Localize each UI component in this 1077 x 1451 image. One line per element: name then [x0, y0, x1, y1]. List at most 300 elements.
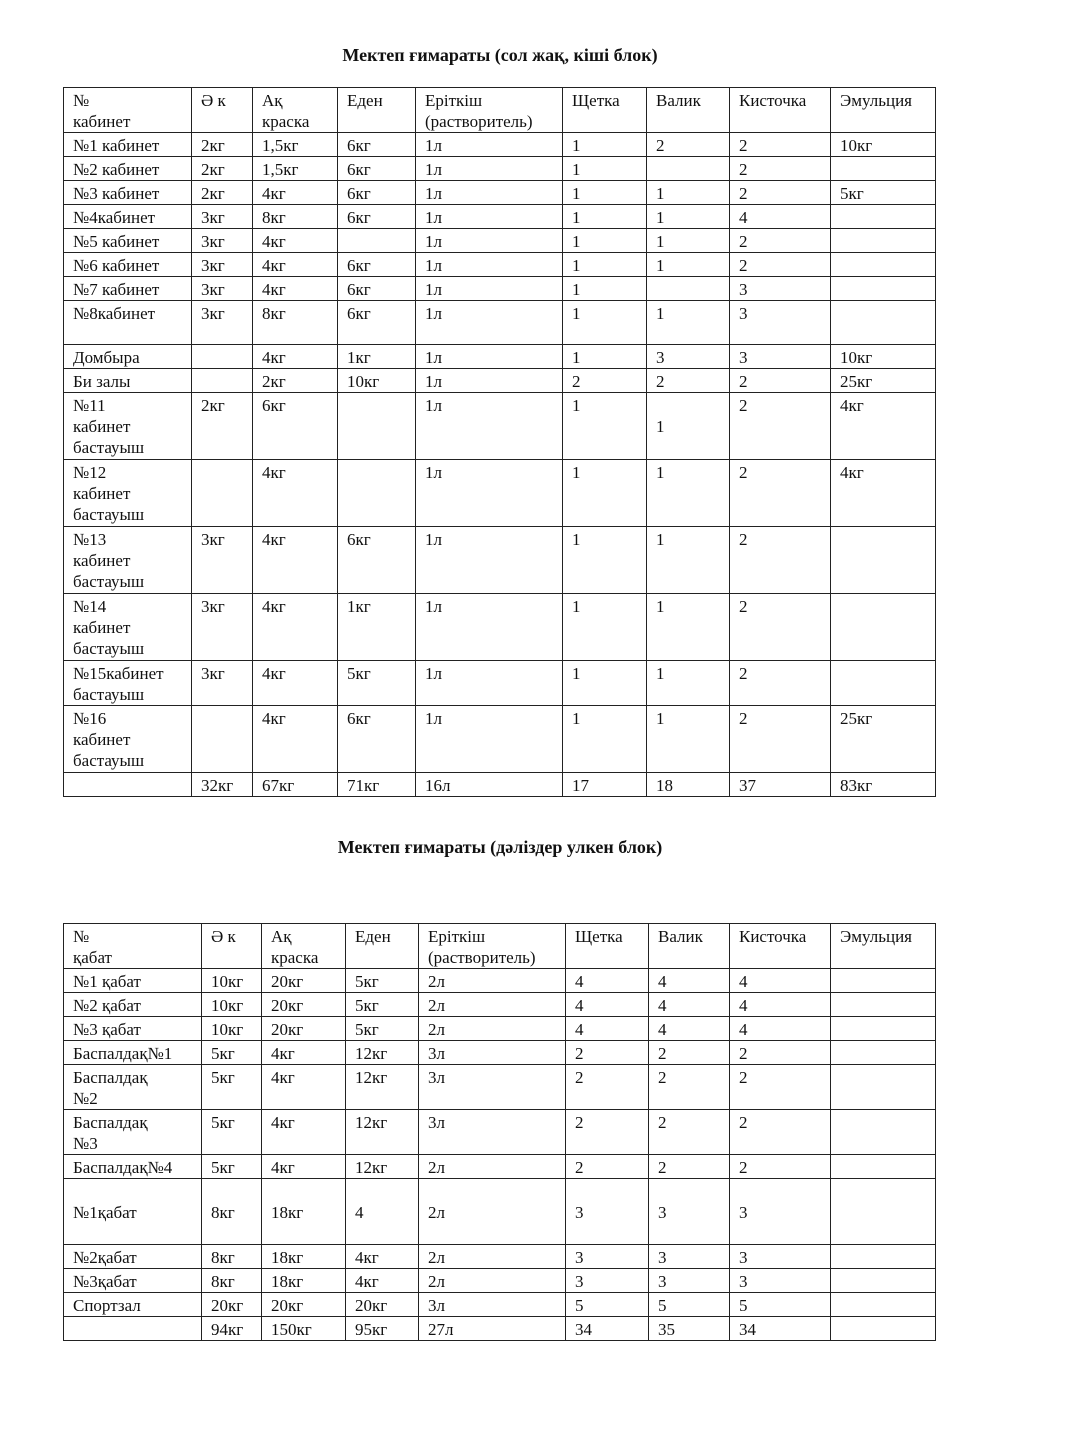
- table-cell: 3: [730, 1245, 831, 1269]
- table-cell: [831, 1017, 936, 1041]
- table-cell: [64, 1317, 202, 1341]
- table-cell: 5: [649, 1293, 730, 1317]
- table-cell: [831, 1317, 936, 1341]
- table-cell: [831, 301, 936, 345]
- table-cell: 3: [649, 1179, 730, 1245]
- table-cell: 3: [649, 1269, 730, 1293]
- table-cell: 4: [730, 205, 831, 229]
- table-cell: №13 кабинет бастауыш: [64, 527, 192, 594]
- table-cell: №2 қабат: [64, 993, 202, 1017]
- table1-title: Мектеп ғимараты (сол жақ, кіші блок): [342, 45, 658, 65]
- table-cell: Баспалдақ №2: [64, 1065, 202, 1110]
- table-row: [64, 460, 936, 527]
- table-cell: 2кг: [192, 393, 253, 460]
- table-cell: 10кг: [338, 369, 416, 393]
- table-cell: 2: [730, 1110, 831, 1155]
- table-cell: 1л: [416, 181, 563, 205]
- table-cell: 1: [563, 301, 647, 345]
- table-cell: 2: [563, 369, 647, 393]
- table-cell: 6кг: [338, 157, 416, 181]
- table-cell: 1: [647, 706, 730, 773]
- table-cell: 2: [649, 1110, 730, 1155]
- table-row: [64, 229, 936, 253]
- table-cell: №6 кабинет: [64, 253, 192, 277]
- table-cell: 1л: [416, 393, 563, 460]
- table-cell: [192, 460, 253, 527]
- table-cell: 2: [730, 706, 831, 773]
- table-row: [64, 1155, 936, 1179]
- table2-body: [64, 924, 936, 1341]
- table-cell: 4: [730, 1017, 831, 1041]
- header-row: [64, 924, 936, 969]
- header-cell: Ақ краска: [262, 924, 346, 969]
- table-cell: 6кг: [338, 527, 416, 594]
- header-cell: № кабинет: [64, 88, 192, 133]
- table-cell: 3л: [419, 1293, 566, 1317]
- table-cell: 12кг: [346, 1065, 419, 1110]
- table-cell: №1 қабат: [64, 969, 202, 993]
- table-cell: [192, 706, 253, 773]
- table-cell: 1: [647, 594, 730, 661]
- table-cell: 6кг: [338, 277, 416, 301]
- table-cell: [192, 369, 253, 393]
- header-cell: Ә к: [192, 88, 253, 133]
- table-cell: 3: [566, 1179, 649, 1245]
- table-cell: 1: [647, 661, 730, 706]
- table-row: [64, 1317, 936, 1341]
- table-cell: 1: [647, 253, 730, 277]
- table-cell: №2қабат: [64, 1245, 202, 1269]
- table-row: [64, 345, 936, 369]
- table-cell: 5кг: [831, 181, 936, 205]
- table-cell: 2: [649, 1065, 730, 1110]
- table-cell: 6кг: [338, 181, 416, 205]
- table-cell: 1: [563, 229, 647, 253]
- table-cell: [831, 205, 936, 229]
- header-cell: Еден: [346, 924, 419, 969]
- table-cell: 5кг: [346, 1017, 419, 1041]
- table-cell: 10кг: [831, 133, 936, 157]
- table-cell: Баспалдақ№1: [64, 1041, 202, 1065]
- table-cell: 25кг: [831, 706, 936, 773]
- table-cell: 6кг: [338, 253, 416, 277]
- table-cell: 12кг: [346, 1155, 419, 1179]
- table-cell: 95кг: [346, 1317, 419, 1341]
- table-cell: 18кг: [262, 1245, 346, 1269]
- table-row: [64, 1017, 936, 1041]
- table-cell: 2л: [419, 993, 566, 1017]
- table-row: [64, 594, 936, 661]
- table-cell: 67кг: [253, 773, 338, 797]
- table-cell: 18кг: [262, 1179, 346, 1245]
- header-cell: Еден: [338, 88, 416, 133]
- header-cell: Эмульция: [831, 924, 936, 969]
- table-cell: 3л: [419, 1110, 566, 1155]
- table-cell: 4: [346, 1179, 419, 1245]
- table-cell: 2кг: [192, 181, 253, 205]
- table-cell: 1: [563, 661, 647, 706]
- table-cell: 2: [649, 1155, 730, 1179]
- table-cell: 34: [566, 1317, 649, 1341]
- table-cell: 3: [730, 1269, 831, 1293]
- table-cell: 94кг: [202, 1317, 262, 1341]
- table-row: [64, 1245, 936, 1269]
- table-cell: 5кг: [346, 993, 419, 1017]
- table-cell: 2л: [419, 1269, 566, 1293]
- table-cell: [647, 157, 730, 181]
- table-row: [64, 277, 936, 301]
- table-cell: 1: [563, 253, 647, 277]
- table-cell: 8кг: [253, 205, 338, 229]
- table-row: [64, 253, 936, 277]
- table-cell: №12 кабинет бастауыш: [64, 460, 192, 527]
- table-cell: 20кг: [202, 1293, 262, 1317]
- table-cell: 4кг: [253, 277, 338, 301]
- table-cell: 5кг: [202, 1155, 262, 1179]
- table-cell: 2: [730, 1041, 831, 1065]
- table-cell: Домбыра: [64, 345, 192, 369]
- table-row: [64, 181, 936, 205]
- table-cell: 1: [563, 277, 647, 301]
- table-row: [64, 133, 936, 157]
- table-cell: 8кг: [253, 301, 338, 345]
- table-cell: 1л: [416, 460, 563, 527]
- table-cell: 4кг: [253, 229, 338, 253]
- table-cell: №3 кабинет: [64, 181, 192, 205]
- table-cell: 3: [647, 345, 730, 369]
- table-cell: 2: [730, 1155, 831, 1179]
- table1: [63, 87, 936, 797]
- table-row: [64, 993, 936, 1017]
- table-cell: 1: [647, 229, 730, 253]
- table-cell: 10кг: [202, 969, 262, 993]
- table-row: [64, 1041, 936, 1065]
- table-cell: 18кг: [262, 1269, 346, 1293]
- table-cell: 35: [649, 1317, 730, 1341]
- table-cell: 2кг: [192, 133, 253, 157]
- table-cell: 3кг: [192, 277, 253, 301]
- table-cell: [831, 1245, 936, 1269]
- table-cell: 5: [730, 1293, 831, 1317]
- table-cell: 5кг: [202, 1110, 262, 1155]
- table-cell: 4кг: [253, 253, 338, 277]
- table-row: [64, 661, 936, 706]
- table-cell: 2кг: [253, 369, 338, 393]
- table-cell: 1л: [416, 157, 563, 181]
- table-cell: [831, 229, 936, 253]
- header-cell: Кисточка: [730, 88, 831, 133]
- table-cell: 1: [563, 460, 647, 527]
- table-cell: [338, 229, 416, 253]
- table-cell: 2л: [419, 1245, 566, 1269]
- table-cell: 20кг: [262, 993, 346, 1017]
- table1-body: [64, 88, 936, 797]
- table-cell: 1л: [416, 205, 563, 229]
- table-cell: [831, 157, 936, 181]
- table-row: [64, 1065, 936, 1110]
- table-row: [64, 393, 936, 460]
- table-cell: Спортзал: [64, 1293, 202, 1317]
- table-cell: [831, 969, 936, 993]
- table-cell: 2: [730, 661, 831, 706]
- table-cell: 1л: [416, 527, 563, 594]
- table-cell: 32кг: [192, 773, 253, 797]
- table-cell: 5кг: [202, 1041, 262, 1065]
- table-cell: 4кг: [253, 181, 338, 205]
- table-cell: 6кг: [338, 301, 416, 345]
- table-cell: [831, 1041, 936, 1065]
- table-cell: №7 кабинет: [64, 277, 192, 301]
- table-cell: 2: [730, 527, 831, 594]
- table-cell: 4кг: [262, 1041, 346, 1065]
- table-cell: Баспалдақ №3: [64, 1110, 202, 1155]
- table-cell: 10кг: [202, 1017, 262, 1041]
- table-cell: 1кг: [338, 594, 416, 661]
- table-cell: 4кг: [262, 1155, 346, 1179]
- table-cell: 3кг: [192, 661, 253, 706]
- table-cell: 2л: [419, 1017, 566, 1041]
- header-cell: Кисточка: [730, 924, 831, 969]
- table-cell: [831, 1269, 936, 1293]
- table-cell: 6кг: [338, 205, 416, 229]
- table-cell: 2: [730, 594, 831, 661]
- table-cell: 2: [730, 253, 831, 277]
- table-cell: 2: [566, 1041, 649, 1065]
- header-cell: Ақ краска: [253, 88, 338, 133]
- table-cell: 4: [649, 993, 730, 1017]
- table-cell: 3: [566, 1245, 649, 1269]
- header-cell: Щетка: [563, 88, 647, 133]
- table-cell: 3кг: [192, 301, 253, 345]
- table-cell: 4кг: [831, 393, 936, 460]
- table-cell: 1,5кг: [253, 133, 338, 157]
- table-cell: 8кг: [202, 1179, 262, 1245]
- table-cell: 16л: [416, 773, 563, 797]
- table-cell: 1: [563, 133, 647, 157]
- table-cell: 1: [647, 527, 730, 594]
- table-cell: №1 кабинет: [64, 133, 192, 157]
- table-cell: 18: [647, 773, 730, 797]
- table-cell: 1: [647, 181, 730, 205]
- header-row: [64, 88, 936, 133]
- table-cell: [338, 460, 416, 527]
- table-cell: 20кг: [262, 969, 346, 993]
- table-cell: 3л: [419, 1065, 566, 1110]
- table-cell: 2: [566, 1155, 649, 1179]
- table-cell: 2: [566, 1065, 649, 1110]
- table-cell: [831, 527, 936, 594]
- table-cell: 2: [647, 369, 730, 393]
- table-cell: 4: [649, 1017, 730, 1041]
- table-cell: 25кг: [831, 369, 936, 393]
- table-cell: 4кг: [262, 1110, 346, 1155]
- table-cell: 4кг: [831, 460, 936, 527]
- table-cell: №16 кабинет бастауыш: [64, 706, 192, 773]
- table-cell: 4кг: [346, 1269, 419, 1293]
- table-cell: 1л: [416, 229, 563, 253]
- table-cell: 4кг: [253, 594, 338, 661]
- table-cell: №8кабинет: [64, 301, 192, 345]
- table-cell: [831, 1065, 936, 1110]
- table-cell: 1: [563, 527, 647, 594]
- table-cell: 83кг: [831, 773, 936, 797]
- table-cell: 6кг: [253, 393, 338, 460]
- table-cell: 1: [563, 393, 647, 460]
- table-row: [64, 1293, 936, 1317]
- table-cell: [831, 253, 936, 277]
- header-cell: Эмульция: [831, 88, 936, 133]
- table-cell: 10кг: [202, 993, 262, 1017]
- table-cell: 2: [647, 133, 730, 157]
- table-cell: 4: [730, 969, 831, 993]
- table-cell: №3қабат: [64, 1269, 202, 1293]
- table-row: [64, 1269, 936, 1293]
- table-cell: 1л: [416, 301, 563, 345]
- table-cell: 2л: [419, 1155, 566, 1179]
- header-cell: Ә к: [202, 924, 262, 969]
- table-cell: 5кг: [202, 1065, 262, 1110]
- table-cell: 2: [730, 1065, 831, 1110]
- table-cell: 1л: [416, 345, 563, 369]
- table-row: [64, 527, 936, 594]
- table-cell: 1л: [416, 661, 563, 706]
- table-cell: 5: [566, 1293, 649, 1317]
- table-row: [64, 706, 936, 773]
- table-cell: 2: [730, 181, 831, 205]
- table-cell: [64, 773, 192, 797]
- table-cell: 20кг: [346, 1293, 419, 1317]
- table-cell: [831, 1155, 936, 1179]
- table-cell: 1л: [416, 277, 563, 301]
- table-cell: 3кг: [192, 229, 253, 253]
- table-row: [64, 1110, 936, 1155]
- table-cell: 8кг: [202, 1245, 262, 1269]
- table-cell: 3кг: [192, 253, 253, 277]
- table-cell: 3л: [419, 1041, 566, 1065]
- table-cell: [647, 277, 730, 301]
- header-cell: Щетка: [566, 924, 649, 969]
- header-cell: Еріткіш (растворитель): [419, 924, 566, 969]
- table-cell: [831, 594, 936, 661]
- table-cell: 5кг: [338, 661, 416, 706]
- table-cell: 2: [730, 229, 831, 253]
- table-cell: №5 кабинет: [64, 229, 192, 253]
- table-cell: 1кг: [338, 345, 416, 369]
- table-cell: 20кг: [262, 1293, 346, 1317]
- table-cell: [831, 1110, 936, 1155]
- table-cell: 4кг: [346, 1245, 419, 1269]
- table-cell: 4кг: [253, 706, 338, 773]
- table2-title: Мектеп ғимараты (дәліздер улкен блок): [337, 837, 663, 857]
- table-cell: 37: [730, 773, 831, 797]
- table-cell: 1: [563, 205, 647, 229]
- table-cell: 1: [563, 181, 647, 205]
- table-cell: 3кг: [192, 205, 253, 229]
- table-cell: [831, 277, 936, 301]
- table2: [63, 923, 936, 1341]
- table-cell: Баспалдақ№4: [64, 1155, 202, 1179]
- table-cell: 3: [730, 1179, 831, 1245]
- table-cell: №1қабат: [64, 1179, 202, 1245]
- header-cell: Валик: [649, 924, 730, 969]
- table-cell: 4кг: [253, 460, 338, 527]
- table-cell: [831, 1179, 936, 1245]
- table-cell: 2: [730, 393, 831, 460]
- table-cell: 1л: [416, 594, 563, 661]
- table-row: [64, 157, 936, 181]
- table-cell: 20кг: [262, 1017, 346, 1041]
- table-cell: [338, 393, 416, 460]
- table-cell: №14 кабинет бастауыш: [64, 594, 192, 661]
- table-cell: 4: [730, 993, 831, 1017]
- table-cell: 2: [730, 460, 831, 527]
- table-cell: [192, 345, 253, 369]
- table-cell: №4кабинет: [64, 205, 192, 229]
- table-cell: [831, 661, 936, 706]
- table-cell: 2: [649, 1041, 730, 1065]
- table-row: [64, 301, 936, 345]
- table-cell: 27л: [419, 1317, 566, 1341]
- table-row: [64, 969, 936, 993]
- table-cell: Би залы: [64, 369, 192, 393]
- table-cell: №2 кабинет: [64, 157, 192, 181]
- table-row: [64, 1179, 936, 1245]
- table-cell: 1: [563, 594, 647, 661]
- table-cell: 17: [563, 773, 647, 797]
- table-cell: 12кг: [346, 1110, 419, 1155]
- table-cell: 2л: [419, 1179, 566, 1245]
- table-cell: 2кг: [192, 157, 253, 181]
- table-cell: 3: [649, 1245, 730, 1269]
- table-cell: 2: [730, 369, 831, 393]
- table-cell: 1л: [416, 706, 563, 773]
- table-cell: 10кг: [831, 345, 936, 369]
- table-cell: 6кг: [338, 133, 416, 157]
- table-cell: 1,5кг: [253, 157, 338, 181]
- table-cell: [831, 1293, 936, 1317]
- table-cell: [831, 993, 936, 1017]
- header-cell: Еріткіш (растворитель): [416, 88, 563, 133]
- table-cell: 1: [647, 393, 730, 460]
- table-cell: 3: [730, 345, 831, 369]
- table-cell: 3: [730, 277, 831, 301]
- table-cell: 2: [566, 1110, 649, 1155]
- table-cell: 3кг: [192, 594, 253, 661]
- table-cell: 4кг: [253, 345, 338, 369]
- table-cell: 34: [730, 1317, 831, 1341]
- table-cell: 1: [563, 706, 647, 773]
- table-cell: 4: [566, 969, 649, 993]
- table-cell: 2: [730, 133, 831, 157]
- table-cell: №15кабинет бастауыш: [64, 661, 192, 706]
- table-cell: 4кг: [262, 1065, 346, 1110]
- table-cell: 5кг: [346, 969, 419, 993]
- table-cell: 4кг: [253, 661, 338, 706]
- table-cell: 1л: [416, 369, 563, 393]
- table-row: [64, 205, 936, 229]
- table-cell: 150кг: [262, 1317, 346, 1341]
- table-cell: №3 қабат: [64, 1017, 202, 1041]
- table-cell: 2л: [419, 969, 566, 993]
- table-cell: 1: [647, 460, 730, 527]
- table-cell: 12кг: [346, 1041, 419, 1065]
- table-cell: 1л: [416, 253, 563, 277]
- table-cell: 4: [649, 969, 730, 993]
- table-cell: 1л: [416, 133, 563, 157]
- table-cell: 3: [730, 301, 831, 345]
- table-cell: 3кг: [192, 527, 253, 594]
- header-cell: Валик: [647, 88, 730, 133]
